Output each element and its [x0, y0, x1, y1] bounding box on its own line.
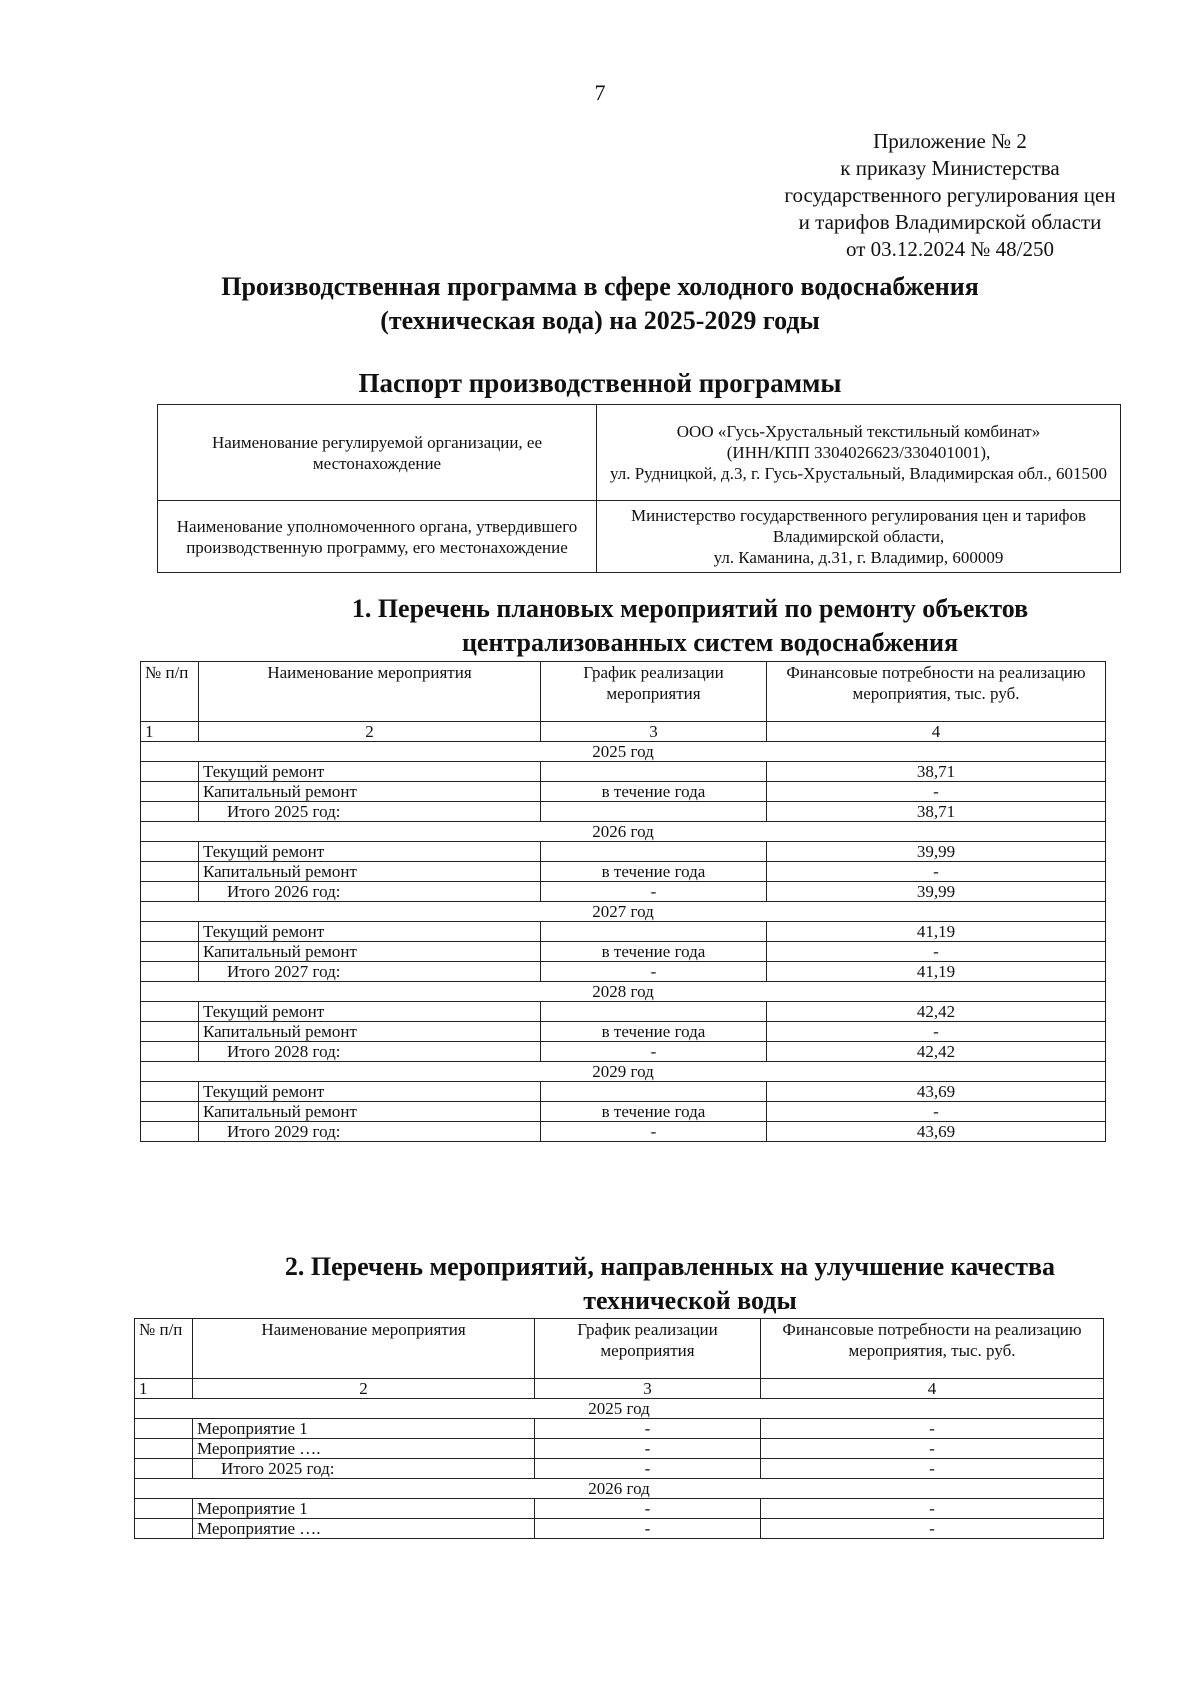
activity-name: Капитальный ремонт — [199, 942, 541, 962]
table-row — [135, 1419, 1104, 1439]
appendix-line: к приказу Министерства — [840, 156, 1060, 180]
table-row — [141, 1102, 1106, 1122]
passport-org-label: Наименование регулируемой организации, ее местонахождение — [158, 405, 597, 501]
appendix-line: и тарифов Владимирской области — [798, 210, 1102, 234]
appendix-line: Приложение № 2 — [873, 129, 1027, 153]
total-schedule: - — [541, 882, 767, 902]
activity-finance: 43,69 — [767, 1082, 1106, 1102]
activity-finance: - — [767, 862, 1106, 882]
table-row — [141, 1082, 1106, 1102]
appendix-line: государственного регулирования цен — [784, 183, 1116, 207]
table-row — [141, 762, 1106, 782]
year-label: 2025 год — [135, 1399, 1104, 1419]
table-header-row — [141, 662, 1106, 722]
activity-finance: - — [767, 942, 1106, 962]
column-number: 2 — [193, 1379, 535, 1399]
year-label: 2026 год — [135, 1479, 1104, 1499]
header-finance: Финансовые потребности на реализацию мероприятия, тыс. руб. — [761, 1319, 1104, 1379]
activity-name: Мероприятие 1 — [193, 1499, 535, 1519]
activity-name: Текущий ремонт — [199, 762, 541, 782]
total-label: Итого 2026 год: — [199, 882, 541, 902]
column-number: 4 — [761, 1379, 1104, 1399]
year-row — [141, 982, 1106, 1002]
activity-name: Текущий ремонт — [199, 1082, 541, 1102]
year-row — [141, 822, 1106, 842]
column-number: 3 — [541, 722, 767, 742]
total-label: Итого 2028 год: — [199, 1042, 541, 1062]
activity-name: Текущий ремонт — [199, 1002, 541, 1022]
total-finance: - — [761, 1459, 1104, 1479]
total-row — [141, 962, 1106, 982]
table-row — [141, 862, 1106, 882]
total-label: Итого 2029 год: — [199, 1122, 541, 1142]
table-row — [135, 1519, 1104, 1539]
table-row — [141, 782, 1106, 802]
table-row — [135, 1439, 1104, 1459]
table-row — [141, 842, 1106, 862]
activity-finance: - — [761, 1499, 1104, 1519]
activity-finance: 42,42 — [767, 1002, 1106, 1022]
section1-heading-line1: 1. Перечень плановых мероприятий по ремонту объектов — [351, 594, 1029, 623]
appendix-block — [740, 128, 1160, 263]
title-line: (техническая вода) на 2025-2029 годы — [380, 306, 820, 335]
activity-finance: - — [761, 1519, 1104, 1539]
year-row — [135, 1399, 1104, 1419]
activity-schedule: - — [535, 1439, 761, 1459]
year-row — [141, 902, 1106, 922]
total-finance: 39,99 — [767, 882, 1106, 902]
activity-schedule: в течение года — [541, 782, 767, 802]
total-schedule — [541, 802, 767, 822]
total-row — [141, 882, 1106, 902]
program-title — [130, 270, 1070, 338]
activity-finance: 38,71 — [767, 762, 1106, 782]
year-row — [141, 742, 1106, 762]
table-row — [141, 1002, 1106, 1022]
total-row — [135, 1459, 1104, 1479]
passport-table — [157, 404, 1121, 573]
header-schedule: График реализации мероприятия — [535, 1319, 761, 1379]
header-finance: Финансовые потребности на реализацию мероприятия, тыс. руб. — [767, 662, 1106, 722]
section2-heading-line2: технической воды — [583, 1286, 797, 1315]
header-num: № п/п — [135, 1319, 193, 1379]
activity-name: Капитальный ремонт — [199, 782, 541, 802]
total-label: Итого 2025 год: — [199, 802, 541, 822]
repair-plan-table — [140, 661, 1106, 1142]
total-finance: 42,42 — [767, 1042, 1106, 1062]
column-number-row — [141, 722, 1106, 742]
water-quality-table — [134, 1318, 1104, 1539]
year-row — [141, 1062, 1106, 1082]
activity-finance: 39,99 — [767, 842, 1106, 862]
total-schedule: - — [541, 962, 767, 982]
section2-heading — [240, 1250, 1100, 1318]
passport-authority-address: ул. Каманина, д.31, г. Владимир, 600009 — [713, 548, 1004, 567]
column-number: 1 — [141, 722, 199, 742]
activity-finance: - — [761, 1419, 1104, 1439]
year-label: 2025 год — [141, 742, 1106, 762]
activity-finance: 41,19 — [767, 922, 1106, 942]
activity-name: Мероприятие …. — [193, 1439, 535, 1459]
activity-name: Текущий ремонт — [199, 842, 541, 862]
activity-name: Мероприятие 1 — [193, 1419, 535, 1439]
table-row — [141, 1022, 1106, 1042]
activity-name: Капитальный ремонт — [199, 1022, 541, 1042]
table-row — [141, 942, 1106, 962]
activity-schedule: в течение года — [541, 1022, 767, 1042]
activity-finance: - — [761, 1439, 1104, 1459]
table-header-row — [135, 1319, 1104, 1379]
activity-schedule: в течение года — [541, 862, 767, 882]
title-line: Производственная программа в сфере холодного водоснабжения — [221, 272, 979, 301]
activity-finance: - — [767, 1102, 1106, 1122]
header-schedule: График реализации мероприятия — [541, 662, 767, 722]
activity-finance: - — [767, 1022, 1106, 1042]
passport-authority-name: Министерство государственного регулирования цен и тарифов Владимирской области, — [630, 506, 1087, 546]
activity-name: Капитальный ремонт — [199, 862, 541, 882]
total-label: Итого 2027 год: — [199, 962, 541, 982]
section1-heading — [290, 592, 1090, 660]
activity-schedule: - — [535, 1499, 761, 1519]
activity-name: Мероприятие …. — [193, 1519, 535, 1539]
column-number: 2 — [199, 722, 541, 742]
activity-name: Текущий ремонт — [199, 922, 541, 942]
activity-schedule: - — [535, 1419, 761, 1439]
activity-finance: - — [767, 782, 1106, 802]
passport-org-inn: (ИНН/КПП 3304026623/330401001), — [726, 443, 991, 462]
activity-schedule: в течение года — [541, 942, 767, 962]
year-row — [135, 1479, 1104, 1499]
total-row — [141, 1042, 1106, 1062]
column-number: 4 — [767, 722, 1106, 742]
column-number: 1 — [135, 1379, 193, 1399]
section1-heading-line2: централизованных систем водоснабжения — [461, 628, 959, 657]
passport-org-name: ООО «Гусь-Хрустальный текстильный комбинат» — [676, 422, 1041, 441]
total-schedule: - — [535, 1459, 761, 1479]
page-number: 7 — [594, 80, 606, 105]
passport-authority-label: Наименование уполномоченного органа, утвердившего производственную программу, его местонахождение — [158, 501, 597, 573]
activity-schedule: в течение года — [541, 1102, 767, 1122]
year-label: 2029 год — [141, 1062, 1106, 1082]
activity-name: Капитальный ремонт — [199, 1102, 541, 1122]
header-name: Наименование мероприятия — [193, 1319, 535, 1379]
section2-heading-line1: 2. Перечень мероприятий, направленных на улучшение качества — [284, 1252, 1056, 1281]
total-finance: 38,71 — [767, 802, 1106, 822]
total-label: Итого 2025 год: — [193, 1459, 535, 1479]
column-number-row — [135, 1379, 1104, 1399]
total-row — [141, 802, 1106, 822]
year-label: 2027 год — [141, 902, 1106, 922]
total-schedule: - — [541, 1042, 767, 1062]
total-finance: 43,69 — [767, 1122, 1106, 1142]
year-label: 2028 год — [141, 982, 1106, 1002]
header-num: № п/п — [141, 662, 199, 722]
passport-org-value — [597, 405, 1121, 501]
year-label: 2026 год — [141, 822, 1106, 842]
table-row — [135, 1499, 1104, 1519]
passport-authority-value — [597, 501, 1121, 573]
passport-org-address: ул. Рудницкой, д.3, г. Гусь-Хрустальный, Владимирская обл., 601500 — [609, 464, 1108, 483]
appendix-line: от 03.12.2024 № 48/250 — [845, 237, 1055, 261]
header-name: Наименование мероприятия — [199, 662, 541, 722]
total-finance: 41,19 — [767, 962, 1106, 982]
total-row — [141, 1122, 1106, 1142]
activity-schedule: - — [535, 1519, 761, 1539]
table-row — [141, 922, 1106, 942]
total-schedule: - — [541, 1122, 767, 1142]
passport-title: Паспорт производственной программы — [358, 368, 842, 398]
column-number: 3 — [535, 1379, 761, 1399]
